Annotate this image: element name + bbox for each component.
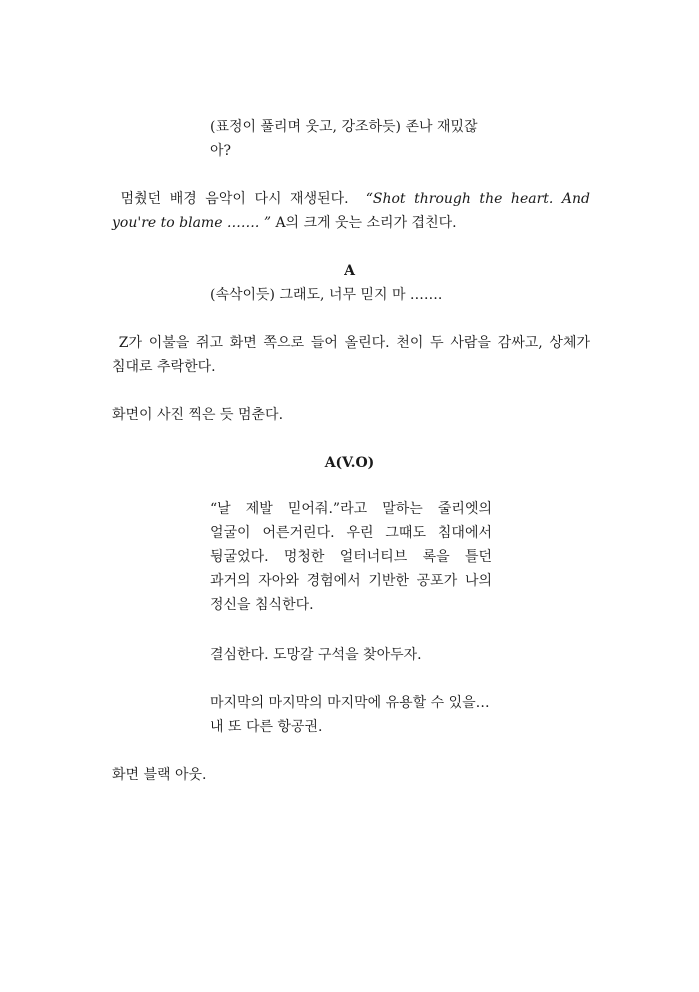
dialogue-whisper: (속삭이듯) 그래도, 너무 믿지 마 ……. bbox=[210, 287, 443, 303]
dialogue-line-2: 아? bbox=[210, 143, 232, 159]
action-blanket bbox=[112, 331, 590, 379]
action-blackout: 화면 블랙 아웃. bbox=[112, 767, 207, 783]
action-music-text: 멈췄던 배경 음악이 다시 재생된다. bbox=[120, 191, 349, 207]
action-freeze-frame: 화면이 사진 찍은 듯 멈춘다. bbox=[112, 407, 284, 423]
dialogue-line-1: (표정이 풀리며 웃고, 강조하듯) 존나 재밌잖 bbox=[210, 119, 478, 135]
action-laugh-text: A의 크게 웃는 소리가 겹친다. bbox=[271, 215, 457, 231]
character-name-a: A bbox=[344, 263, 355, 279]
action-blanket-text: Z가 이불을 쥐고 화면 쪽으로 들어 올린다. 천이 두 사람을 감싸고, 상체가 침대로 추락한다. bbox=[112, 335, 590, 375]
song-lyric-quote: “Shot through the heart. And you're to blame ……. ” bbox=[112, 191, 590, 231]
character-name-a-vo: A(V.O) bbox=[324, 455, 375, 471]
voiceover-ticket-line-1: 마지막의 마지막의 마지막에 유용할 수 있을… bbox=[210, 695, 490, 711]
voiceover-paragraph: “날 제발 믿어줘.”라고 말하는 줄리엣의 얼굴이 어른거린다. 우린 그때도 침대에서 뒹굴었다. 멍청한 얼터너티브 록을 틀던 과거의 자아와 경험에서 기반한 공포가 나의 정신을 침식한다. bbox=[210, 501, 492, 613]
voiceover-decision: 결심한다. 도망갈 구석을 찾아두자. bbox=[210, 647, 422, 663]
voiceover-ticket-line-2: 내 또 다른 항공권. bbox=[210, 719, 323, 735]
action-music-resumes bbox=[112, 187, 590, 235]
